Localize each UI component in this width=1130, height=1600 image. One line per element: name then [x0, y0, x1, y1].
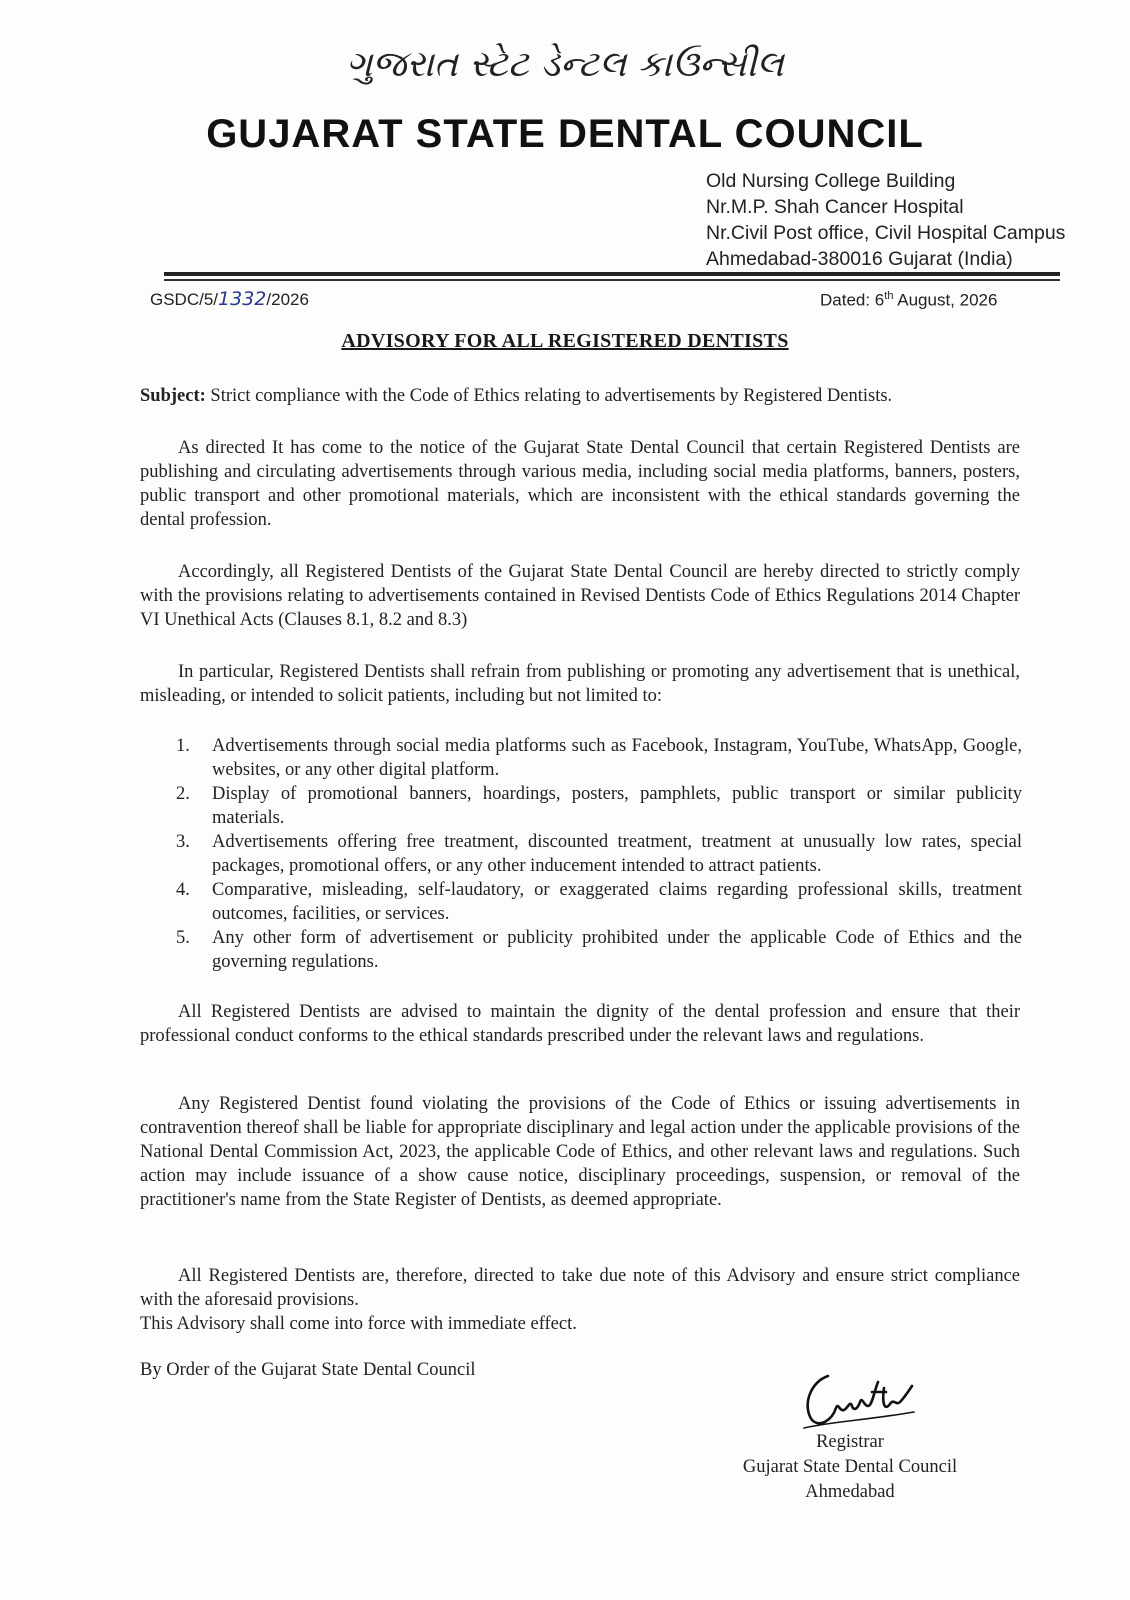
date-rest: August, 2026 — [893, 290, 998, 310]
subject-text: Strict compliance with the Code of Ethics relating to advertisements by Registered Dentists. — [205, 386, 893, 406]
letterhead-divider-thick — [164, 272, 1060, 276]
letterhead-title-english: GUJARAT STATE DENTAL COUNCIL — [206, 112, 924, 156]
paragraph-final — [140, 1264, 1020, 1336]
address-line: Nr.Civil Post office, Civil Hospital Campus — [706, 222, 1066, 244]
list-item — [176, 782, 1022, 830]
list-number: 5. — [176, 928, 190, 948]
paragraph: In particular, Registered Dentists shall refrain from publishing or promoting any advertisement that is unethical, misleading, or intended to solicit patients, including but not limited to: — [140, 662, 1020, 706]
reference-handwritten-number: 1332 — [218, 288, 267, 310]
list-item — [176, 830, 1022, 878]
list-number: 4. — [176, 880, 190, 900]
paragraph: All Registered Dentists are, therefore, directed to take due note of this Advisory and ensure strict compliance with the aforesaid provisions. — [140, 1266, 1020, 1310]
address-line: Ahmedabad-380016 Gujarat (India) — [706, 248, 1013, 270]
date-label: Dated: 6 — [820, 290, 885, 310]
list-number: 2. — [176, 784, 190, 804]
signature-image — [798, 1362, 918, 1434]
reference-prefix: GSDC/5/ — [150, 290, 219, 309]
paragraph: Any Registered Dentist found violating the provisions of the Code of Ethics or issuing advertisements in contravention thereof shall be liable for appropriate disciplinary and legal action under the applicable provisions of the National Dental Commission Act, 2023, the applicable Code of Ethics, and other relevant laws and regulations. Such action may include issuance of a show cause notice, disciplinary proceedings, suspension, or removal of the practitioner's name from the State Register of Dentists, as deemed appropriate. — [140, 1094, 1020, 1210]
letterhead-address — [706, 168, 1065, 272]
list-text: Any other form of advertisement or publicity prohibited under the applicable Code of Ethics and the governing regulations. — [212, 928, 1022, 972]
date-ordinal: th — [884, 290, 894, 302]
letterhead-title-gujarati: ગુજરાત સ્ટેટ ડેન્ટલ કાઉન્સીલ — [346, 44, 784, 85]
list-text: Advertisements offering free treatment, discounted treatment, treatment at unusually low rates, special packages, promotional offers, or any other inducement intended to attract patients. — [212, 832, 1022, 876]
closing-line: By Order of the Gujarat State Dental Council — [140, 1360, 476, 1380]
signatory-block — [700, 1430, 1000, 1505]
subject-label: Subject: — [140, 386, 206, 406]
paragraph: As directed It has come to the notice of the Gujarat State Dental Council that certain Registered Dentists are publishing and circulating advertisements through various media, including social media platforms, banners, posters, public transport and other promotional materials, which are inconsistent with the ethical standards governing the dental profession. — [140, 438, 1020, 530]
document-heading: ADVISORY FOR ALL REGISTERED DENTISTS — [341, 330, 789, 352]
list-text: Comparative, misleading, self-laudatory, or exaggerated claims regarding professional skills, treatment outcomes, facilities, or services. — [212, 880, 1022, 924]
date-line — [820, 290, 997, 311]
letterhead-divider-thin — [164, 279, 1060, 281]
signatory-organization: Gujarat State Dental Council — [742, 1457, 958, 1477]
list-item — [176, 926, 1022, 974]
paragraph: Accordingly, all Registered Dentists of the Gujarat State Dental Council are hereby directed to strictly comply with the provisions relating to advertisements contained in Revised Dentists Code of Ethics Regulations 2014 Chapter VI Unethical Acts (Clauses 8.1, 8.2 and 8.3) — [140, 562, 1020, 630]
prohibited-advertisements-list — [176, 734, 1022, 974]
list-number: 1. — [176, 736, 190, 756]
effect-line: This Advisory shall come into force with immediate effect. — [140, 1314, 577, 1334]
address-line: Nr.M.P. Shah Cancer Hospital — [706, 196, 964, 218]
list-text: Advertisements through social media platforms such as Facebook, Instagram, YouTube, WhatsApp, Google, websites, or any other digital platform. — [212, 736, 1022, 780]
reference-number — [150, 288, 309, 310]
reference-suffix: /2026 — [266, 290, 309, 309]
paragraph: All Registered Dentists are advised to maintain the dignity of the dental profession and ensure that their professional conduct conforms to the ethical standards prescribed under the relevant laws and regulations. — [140, 1002, 1020, 1046]
address-line: Old Nursing College Building — [706, 170, 956, 192]
signatory-designation: Registrar — [816, 1432, 884, 1452]
list-item — [176, 734, 1022, 782]
list-text: Display of promotional banners, hoardings, posters, pamphlets, public transport or similar publicity materials. — [212, 784, 1022, 828]
list-number: 3. — [176, 832, 190, 852]
signatory-city: Ahmedabad — [805, 1482, 895, 1502]
subject-line — [140, 384, 1020, 408]
list-item — [176, 878, 1022, 926]
